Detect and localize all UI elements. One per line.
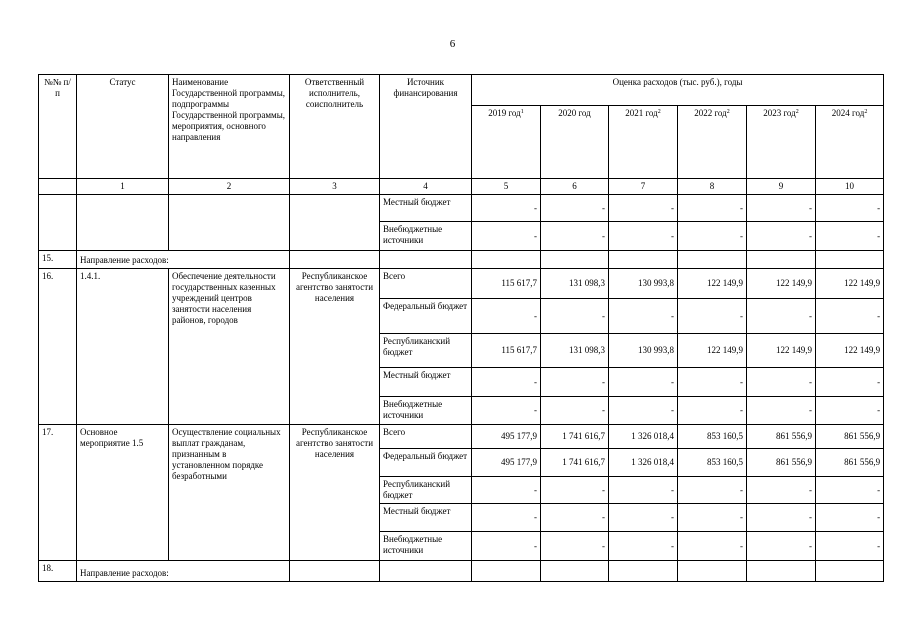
executor-cell: Республиканское агентство занятости населения	[290, 269, 380, 425]
value-cell: -	[472, 397, 541, 425]
value-cell: -	[747, 504, 816, 532]
value-cell: -	[816, 368, 884, 397]
value-cell: -	[816, 222, 884, 251]
value-cell: -	[541, 397, 609, 425]
value-cell: 853 160,5	[678, 425, 747, 449]
header-name: Наименование Государственной программы, подпрограммы Государственной программы, мероприятия, основного направления	[169, 75, 290, 179]
value-cell: 1 741 616,7	[541, 449, 609, 477]
column-numbers-row	[39, 179, 884, 195]
col-number: 5	[472, 179, 541, 195]
table-row	[39, 195, 884, 222]
value-cell: -	[609, 222, 678, 251]
name-cell: Обеспечение деятельности государственных казенных учреждений центров занятости населения районов, городов	[169, 269, 290, 425]
value-cell: -	[609, 397, 678, 425]
value-cell: -	[747, 222, 816, 251]
status-cell: 1.4.1.	[77, 269, 169, 425]
value-cell: 122 149,9	[747, 269, 816, 299]
value-cell: 1 326 018,4	[609, 449, 678, 477]
header-source: Источник финансирования	[380, 75, 472, 179]
empty-cell	[747, 251, 816, 269]
empty-cell	[39, 195, 77, 251]
header-row	[39, 75, 884, 106]
row-number: 15.	[39, 251, 77, 269]
value-cell: -	[609, 504, 678, 532]
table-row	[39, 425, 884, 449]
empty-cell	[816, 251, 884, 269]
value-cell: 1 741 616,7	[541, 425, 609, 449]
direction-label: Направление расходов:	[77, 561, 290, 582]
header-num: №№ п/п	[39, 75, 77, 179]
col-number: 2	[169, 179, 290, 195]
header-estimate: Оценка расходов (тыс. руб.), годы	[472, 75, 884, 106]
header-year-2024: 2024 год$^2$	[816, 106, 884, 179]
empty-cell	[169, 195, 290, 251]
source-label: Республиканский бюджет	[380, 334, 472, 368]
empty-cell	[541, 251, 609, 269]
value-cell: -	[678, 299, 747, 334]
col-number: 3	[290, 179, 380, 195]
col-number: 6	[541, 179, 609, 195]
value-cell: -	[747, 397, 816, 425]
value-cell: -	[472, 477, 541, 504]
empty-cell	[77, 195, 169, 251]
col-number: 8	[678, 179, 747, 195]
empty-cell	[290, 561, 380, 582]
value-cell: -	[472, 299, 541, 334]
value-cell: -	[678, 504, 747, 532]
status-cell: Основное мероприятие 1.5	[77, 425, 169, 561]
header-year-2019: 2019 год$^1$	[472, 106, 541, 179]
value-cell: 115 617,7	[472, 334, 541, 368]
value-cell: -	[747, 299, 816, 334]
col-number: 7	[609, 179, 678, 195]
value-cell: 130 993,8	[609, 334, 678, 368]
value-cell: -	[541, 368, 609, 397]
value-cell: -	[609, 368, 678, 397]
empty-cell	[747, 561, 816, 582]
empty-cell	[472, 251, 541, 269]
value-cell: -	[747, 195, 816, 222]
value-cell: -	[472, 368, 541, 397]
source-label: Всего	[380, 425, 472, 449]
col-number	[39, 179, 77, 195]
direction-label: Направление расходов:	[77, 251, 290, 269]
value-cell: -	[678, 368, 747, 397]
value-cell: -	[816, 504, 884, 532]
value-cell: 861 556,9	[747, 449, 816, 477]
value-cell: 495 177,9	[472, 449, 541, 477]
source-label: Всего	[380, 269, 472, 299]
row-number: 17.	[39, 425, 77, 561]
empty-cell	[816, 561, 884, 582]
value-cell: 115 617,7	[472, 269, 541, 299]
value-cell: 861 556,9	[816, 449, 884, 477]
budget-table	[38, 74, 884, 582]
table-row	[39, 251, 884, 269]
row-number: 16.	[39, 269, 77, 425]
source-label: Внебюджетные источники	[380, 397, 472, 425]
header-executor: Ответственный исполнитель, соисполнитель	[290, 75, 380, 179]
col-number: 4	[380, 179, 472, 195]
value-cell: 495 177,9	[472, 425, 541, 449]
header-year-2023: 2023 год$^2$	[747, 106, 816, 179]
value-cell: 853 160,5	[678, 449, 747, 477]
table-row	[39, 561, 884, 582]
source-label: Внебюджетные источники	[380, 532, 472, 561]
empty-cell	[290, 195, 380, 251]
source-label: Федеральный бюджет	[380, 449, 472, 477]
value-cell: -	[816, 477, 884, 504]
value-cell: 122 149,9	[816, 269, 884, 299]
source-label: Местный бюджет	[380, 368, 472, 397]
empty-cell	[290, 251, 380, 269]
value-cell: -	[541, 195, 609, 222]
value-cell: 130 993,8	[609, 269, 678, 299]
value-cell: 131 098,3	[541, 334, 609, 368]
value-cell: -	[541, 504, 609, 532]
value-cell: 131 098,3	[541, 269, 609, 299]
empty-cell	[541, 561, 609, 582]
empty-cell	[380, 561, 472, 582]
value-cell: 122 149,9	[816, 334, 884, 368]
value-cell: -	[747, 368, 816, 397]
value-cell: 861 556,9	[747, 425, 816, 449]
header-year-2020: 2020 год	[541, 106, 609, 179]
name-cell: Осуществление социальных выплат гражданам, признанным в установленном порядке безработными	[169, 425, 290, 561]
value-cell: -	[541, 477, 609, 504]
value-cell: -	[816, 195, 884, 222]
value-cell: -	[678, 195, 747, 222]
row-number: 18.	[39, 561, 77, 582]
value-cell: 122 149,9	[747, 334, 816, 368]
empty-cell	[609, 561, 678, 582]
value-cell: -	[816, 299, 884, 334]
empty-cell	[678, 251, 747, 269]
value-cell: 1 326 018,4	[609, 425, 678, 449]
header-year-2021: 2021 год$^2$	[609, 106, 678, 179]
col-number: 1	[77, 179, 169, 195]
empty-cell	[472, 561, 541, 582]
value-cell: -	[472, 222, 541, 251]
value-cell: -	[609, 299, 678, 334]
value-cell: -	[678, 222, 747, 251]
value-cell: -	[609, 477, 678, 504]
value-cell: -	[541, 299, 609, 334]
value-cell: -	[609, 195, 678, 222]
source-label: Местный бюджет	[380, 504, 472, 532]
empty-cell	[609, 251, 678, 269]
value-cell: -	[541, 532, 609, 561]
page-number: 6	[449, 38, 456, 50]
empty-cell	[380, 251, 472, 269]
header-year-2022: 2022 год$^2$	[678, 106, 747, 179]
executor-cell: Республиканское агентство занятости населения	[290, 425, 380, 561]
empty-cell	[678, 561, 747, 582]
value-cell: -	[609, 532, 678, 561]
value-cell: -	[678, 397, 747, 425]
value-cell: -	[541, 222, 609, 251]
value-cell: -	[747, 532, 816, 561]
value-cell: 122 149,9	[678, 334, 747, 368]
value-cell: -	[472, 504, 541, 532]
value-cell: -	[472, 532, 541, 561]
value-cell: -	[747, 477, 816, 504]
source-label: Местный бюджет	[380, 195, 472, 222]
value-cell: -	[816, 397, 884, 425]
col-number: 10	[816, 179, 884, 195]
table-row	[39, 269, 884, 299]
value-cell: 122 149,9	[678, 269, 747, 299]
value-cell: -	[678, 532, 747, 561]
value-cell: 861 556,9	[816, 425, 884, 449]
value-cell: -	[472, 195, 541, 222]
col-number: 9	[747, 179, 816, 195]
source-label: Федеральный бюджет	[380, 299, 472, 334]
header-status: Статус	[77, 75, 169, 179]
source-label: Внебюджетные источники	[380, 222, 472, 251]
value-cell: -	[678, 477, 747, 504]
value-cell: -	[816, 532, 884, 561]
source-label: Республиканский бюджет	[380, 477, 472, 504]
